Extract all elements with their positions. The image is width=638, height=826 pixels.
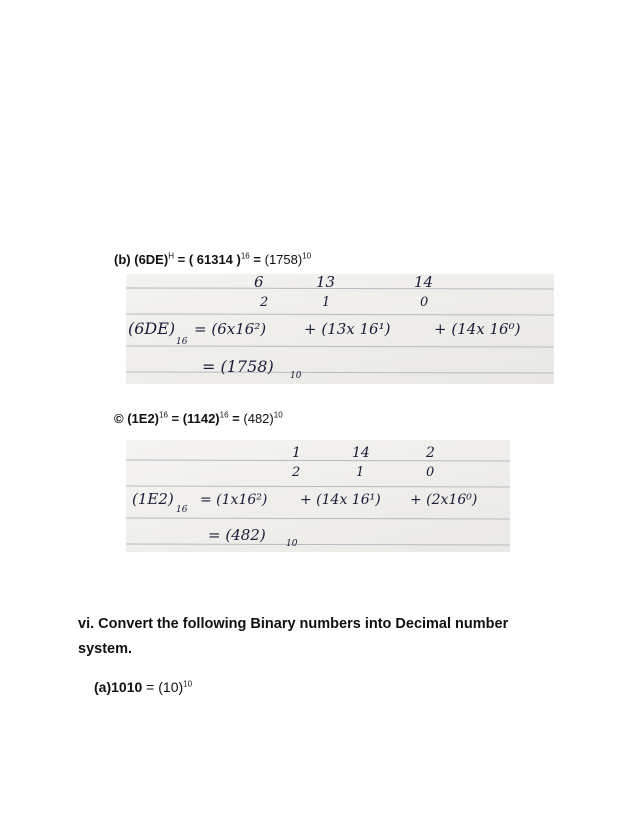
- handwritten-photo-c: [126, 440, 510, 552]
- hw-b-lhs-sub: 16: [176, 337, 188, 347]
- hw-c-term-1: = (1x16²): [200, 492, 268, 508]
- hw-b-lhs: (6DE): [128, 319, 176, 338]
- section-vi-heading-text: vi. Convert the following Binary numbers into Decimal number system.: [78, 616, 509, 657]
- mid-sup-c: 16: [219, 410, 229, 420]
- section-vi-heading: [78, 612, 518, 662]
- equation-line-a: [94, 679, 192, 695]
- hw-c-pow-2: 1: [356, 465, 365, 480]
- equation-line-b: [114, 252, 311, 267]
- label-a: (a): [94, 679, 112, 695]
- label-b: (b): [114, 252, 131, 267]
- hw-b-term-2: + (13x 16¹): [304, 320, 391, 338]
- hw-b-pow-2: 1: [322, 295, 331, 310]
- rhs-c: (482): [243, 411, 274, 426]
- hw-b-top-1: 6: [254, 274, 264, 291]
- hw-c-pow-3: 0: [426, 465, 435, 480]
- mid-sup-b: 16: [240, 251, 250, 261]
- hw-c-top-2: 14: [352, 445, 370, 461]
- hw-b-pow-3: 0: [420, 295, 429, 310]
- hw-c-result-sub: 10: [286, 539, 298, 549]
- handwritten-photo-b: [126, 274, 554, 384]
- hw-c-lhs-sub: 16: [176, 505, 188, 515]
- hw-b-top-3: 14: [414, 274, 434, 291]
- rhs-b: (1758): [264, 252, 303, 267]
- lhs-sup-b: H: [168, 251, 174, 261]
- lhs-b: (6DE): [134, 252, 169, 267]
- hw-b-pow-1: 2: [260, 295, 269, 310]
- rhs-sup-b: 10: [302, 251, 312, 261]
- mid-c: (1142): [182, 411, 220, 426]
- hw-b-top-2: 13: [316, 274, 336, 291]
- eq-a: =: [146, 679, 155, 695]
- hw-b-term-1: = (6x16²): [194, 320, 267, 338]
- hw-c-top-3: 2: [426, 445, 435, 461]
- label-c: ©: [114, 411, 124, 426]
- hw-b-result-sub: 10: [290, 371, 302, 381]
- eq1-c: =: [171, 411, 180, 426]
- rhs-a: (10): [158, 679, 184, 695]
- value-a: 1010: [111, 679, 143, 695]
- hw-c-pow-1: 2: [292, 465, 301, 480]
- mid-b: ( 61314 ): [188, 252, 241, 267]
- lhs-c: (1E2): [127, 411, 160, 426]
- eq2-b: =: [253, 252, 261, 267]
- lhs-sup-c: 16: [159, 410, 168, 420]
- hw-c-lhs: (1E2): [132, 490, 174, 508]
- hw-c-term-3: + (2x16⁰): [410, 492, 478, 508]
- hw-c-result: = (482): [208, 526, 266, 544]
- equation-line-c: [114, 411, 283, 426]
- rhs-sup-a: 10: [183, 679, 193, 689]
- rhs-sup-c: 10: [273, 410, 283, 420]
- eq2-c: =: [232, 411, 240, 426]
- hw-b-term-3: + (14x 16⁰): [434, 320, 521, 338]
- hw-c-top-1: 1: [292, 445, 301, 461]
- eq1-b: =: [177, 252, 186, 267]
- hw-c-term-2: + (14x 16¹): [300, 492, 381, 508]
- hw-b-result: = (1758): [202, 357, 274, 376]
